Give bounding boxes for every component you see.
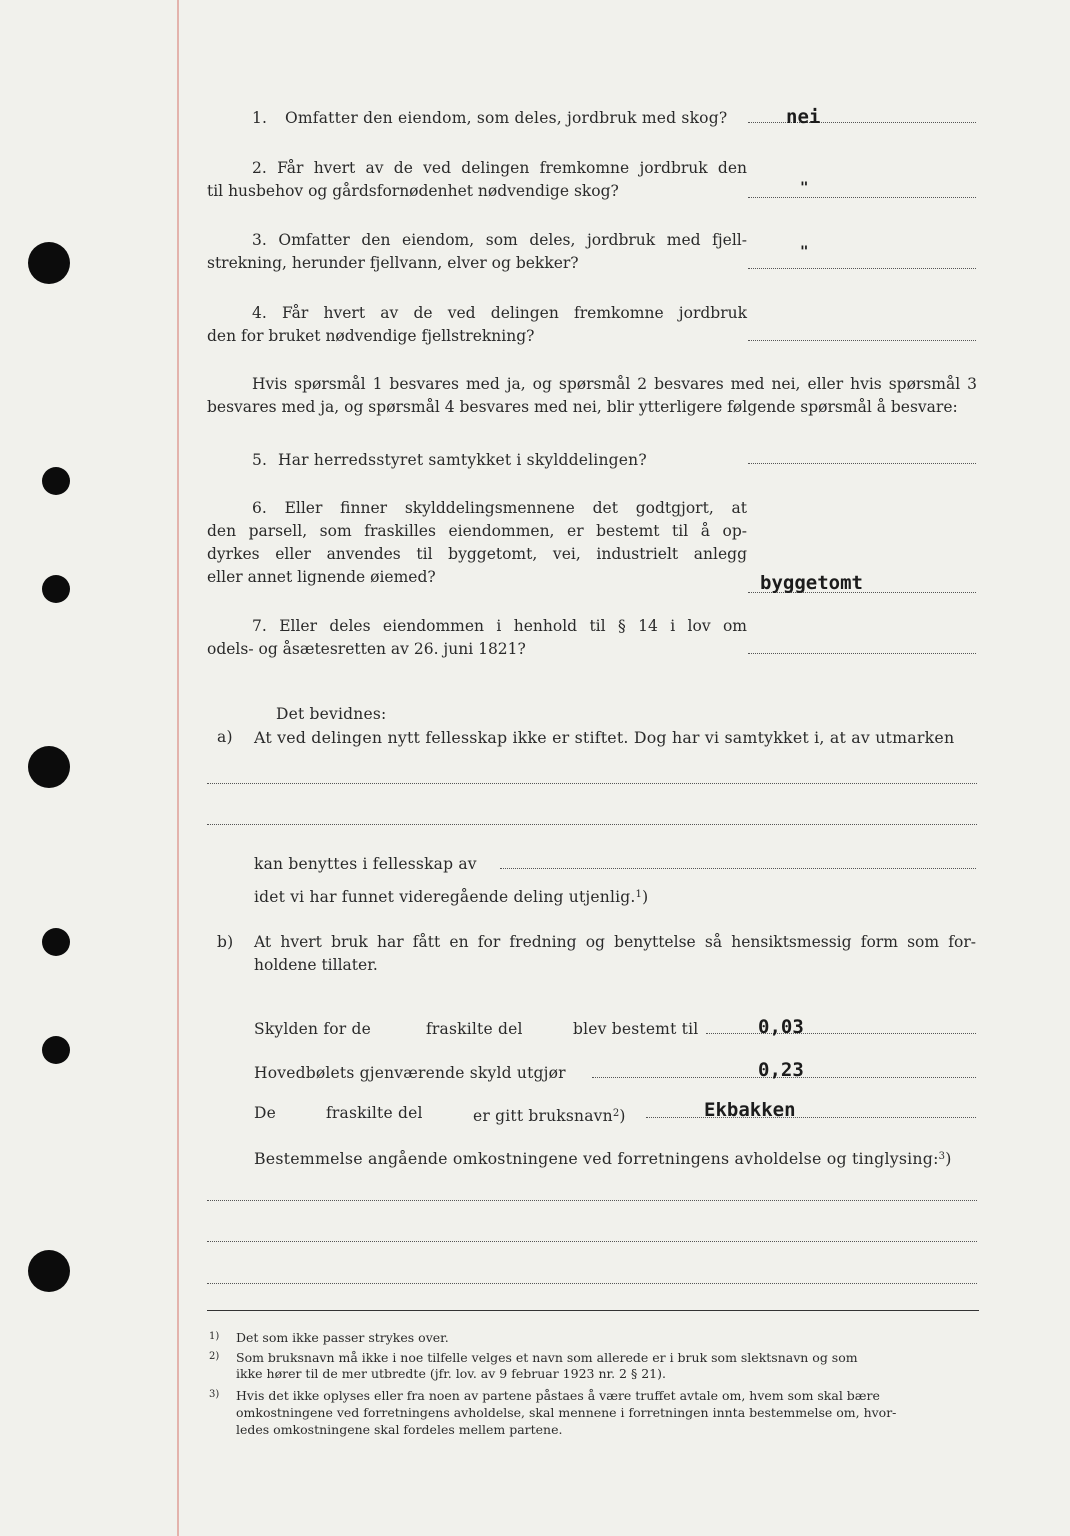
question-text: den parsell, som fraskilles eiendommen, er bestemt til å op- [207, 522, 747, 540]
question-number: 3. [252, 231, 267, 249]
question-text: Eller deles eiendommen i henhold til § 14 i lov om [279, 617, 747, 635]
cost-label: Bestemmelse angående omkostningene ved forretningens avholdelse og tinglysing:$^3$) [254, 1149, 952, 1168]
fill-line [500, 868, 976, 869]
question-number: 5. [252, 451, 268, 469]
question-number: 4. [252, 304, 267, 322]
common-use-label: kan benyttes i fellesskap av [254, 855, 477, 873]
question-number: 7. [252, 617, 267, 635]
footnote-separator [207, 1310, 979, 1311]
red-margin-line [177, 0, 179, 1536]
fill-line [207, 1283, 977, 1284]
fill-line [207, 824, 977, 825]
punch-hole [42, 575, 70, 603]
question-text: den for bruket nødvendige fjellstrekning? [207, 327, 535, 345]
answer-line [748, 122, 976, 123]
question-text: dyrkes eller anvendes til byggetomt, vei, industrielt anlegg [207, 545, 747, 563]
question-number: 1. [252, 109, 268, 127]
answer-line [748, 653, 976, 654]
certify-heading: Det bevidnes: [276, 705, 387, 723]
question-text: strekning, herunder fjellvann, elver og bekker? [207, 254, 579, 272]
question-text: Har herredsstyret samtykket i skylddelingen? [278, 451, 647, 469]
skyld-label: Skylden for de [254, 1020, 372, 1038]
name-value: Ekbakken [704, 1099, 796, 1121]
item-label-b: b) [217, 933, 234, 951]
fill-line [706, 1033, 976, 1034]
item-b-text: At hvert bruk har fått en for fredning og benyttelse så hensiktsmessig form som for- holdene tillater. [254, 933, 976, 974]
skyld-label: fraskilte del [426, 1020, 523, 1038]
answer-value: " [800, 244, 809, 260]
answer-line [748, 268, 976, 269]
question-text: Eller finner skylddelingsmennene det godtgjort, at [284, 499, 747, 517]
fill-line [207, 1200, 977, 1201]
punch-hole [42, 928, 70, 956]
fill-line [207, 783, 977, 784]
answer-line [748, 340, 976, 341]
name-label: De [254, 1104, 277, 1122]
further-division-text: idet vi har funnet videregående deling utjenlig.$^1$) [254, 888, 649, 906]
document-page: 1. Omfatter den eiendom, som deles, jordbruk med skog? nei 2. Får hvert av de ved delingen fremkomne jordbruk den til husbehov og gårdsfornødenhet nødvendige skog? " 3. Omfatter den eiendom, som deles, jordbruk med fjell- strekning, herunder fjellvann, elver og bekker? " 4. Får hvert av de ved delingen fremkomne jordbruk den for bruket nødvendige fjellstrekning? Hvis spørsmål 1 besvares med ja, og spørsmål 2 besvares med nei, eller hvis spørsmål 3 besvares med ja, og spørsmål 4 besvares med nei, blir ytterligere følgende spørsmål å besvare: 5. Har herredsstyret samtykket i skylddelingen? 6. Eller finner skylddelingsmennene det godtgjort, at den parsell, som fraskilles eiendommen, er bestemt til å op- dyrkes eller anvendes til byggetomt, vei, industrielt anlegg eller annet lignende øiemed? byggetomt 7. Eller deles eiendommen i henhold til § 14 i lov om odels- og åsætesretten av 26. juni 1821? Det bevidnes: a) At ved delingen nytt fellesskap ikke er stiftet. Dog har vi samtykket i, at av utmarken kan benyttes i fellesskap av idet vi har funnet videregående deling utjenlig.$^1$) b) At hvert bruk har fått en for fredning og benyttelse så hensiktsmessig form som for- holdene tillater. Skylden for de fraskilte del blev bestemt til 0,03 Hovedbølets gjenværende skyld utgjør 0,23 De fraskilte del er gitt bruksnavn$^2$) Ekbakken Bestemmelse angående omkostningene ved forretningens avholdelse og tinglysing:$^3$) 1) Det som ikke passer strykes over. 2) Som bruksnavn må ikke i noe tilfelle velges et navn som allerede er i bruk som slektsnavn og som ikke hører til de mer utbredte (jfr. lov. av 9 februar 1923 nr. 2 § 21). 3) Hvis det ikke oplyses eller fra noen av partene påstaes å være truffet avtale om, hvem som skal bære omkostningene ved forretningens avholdelse, skal mennene i forretningen innta bestemmelse om, hvor- ledes omkostningene skal fordeles mellem partene. [0, 0, 1070, 1536]
question-number: 6. [252, 499, 267, 517]
name-label: fraskilte del [326, 1104, 423, 1122]
punch-hole [42, 1036, 70, 1064]
answer-line [748, 463, 976, 464]
answer-value: byggetomt [760, 572, 863, 594]
question-text: odels- og åsætesretten av 26. juni 1821? [207, 640, 526, 658]
question-text: Omfatter den eiendom, som deles, jordbruk med fjell- [278, 231, 747, 249]
item-label-a: a) [217, 728, 233, 746]
answer-value: nei [786, 106, 821, 128]
hoved-value: 0,23 [758, 1059, 804, 1081]
fill-line [207, 1241, 977, 1242]
name-label: er gitt bruksnavn$^2$) [473, 1107, 626, 1125]
item-a-text: At ved delingen nytt fellesskap ikke er stiftet. Dog har vi samtykket i, at av utmarken [254, 728, 955, 747]
answer-value: " [800, 180, 809, 196]
punch-hole [28, 746, 70, 788]
question-number: 2. [252, 159, 267, 177]
hoved-label: Hovedbølets gjenværende skyld utgjør [254, 1064, 566, 1082]
question-text: eller annet lignende øiemed? [207, 568, 436, 586]
punch-hole [28, 1250, 70, 1292]
question-text: Omfatter den eiendom, som deles, jordbruk med skog? [285, 109, 728, 127]
fill-line [646, 1117, 976, 1118]
punch-hole [28, 242, 70, 284]
question-text: Får hvert av de ved delingen fremkomne jordbruk [281, 304, 747, 322]
answer-line [748, 197, 976, 198]
instruction-text: Hvis spørsmål 1 besvares med ja, og spørsmål 2 besvares med nei, eller hvis spørsmål 3 besvares med ja, og spørsmål 4 besvares med nei, blir ytterligere følgende spørsmål å besvare: [207, 375, 977, 416]
skyld-value: 0,03 [758, 1016, 804, 1038]
skyld-label: blev bestemt til [573, 1020, 699, 1038]
question-text: Får hvert av de ved delingen fremkomne jordbruk den [277, 159, 747, 177]
punch-hole [42, 467, 70, 495]
question-text: til husbehov og gårdsfornødenhet nødvendige skog? [207, 182, 619, 200]
